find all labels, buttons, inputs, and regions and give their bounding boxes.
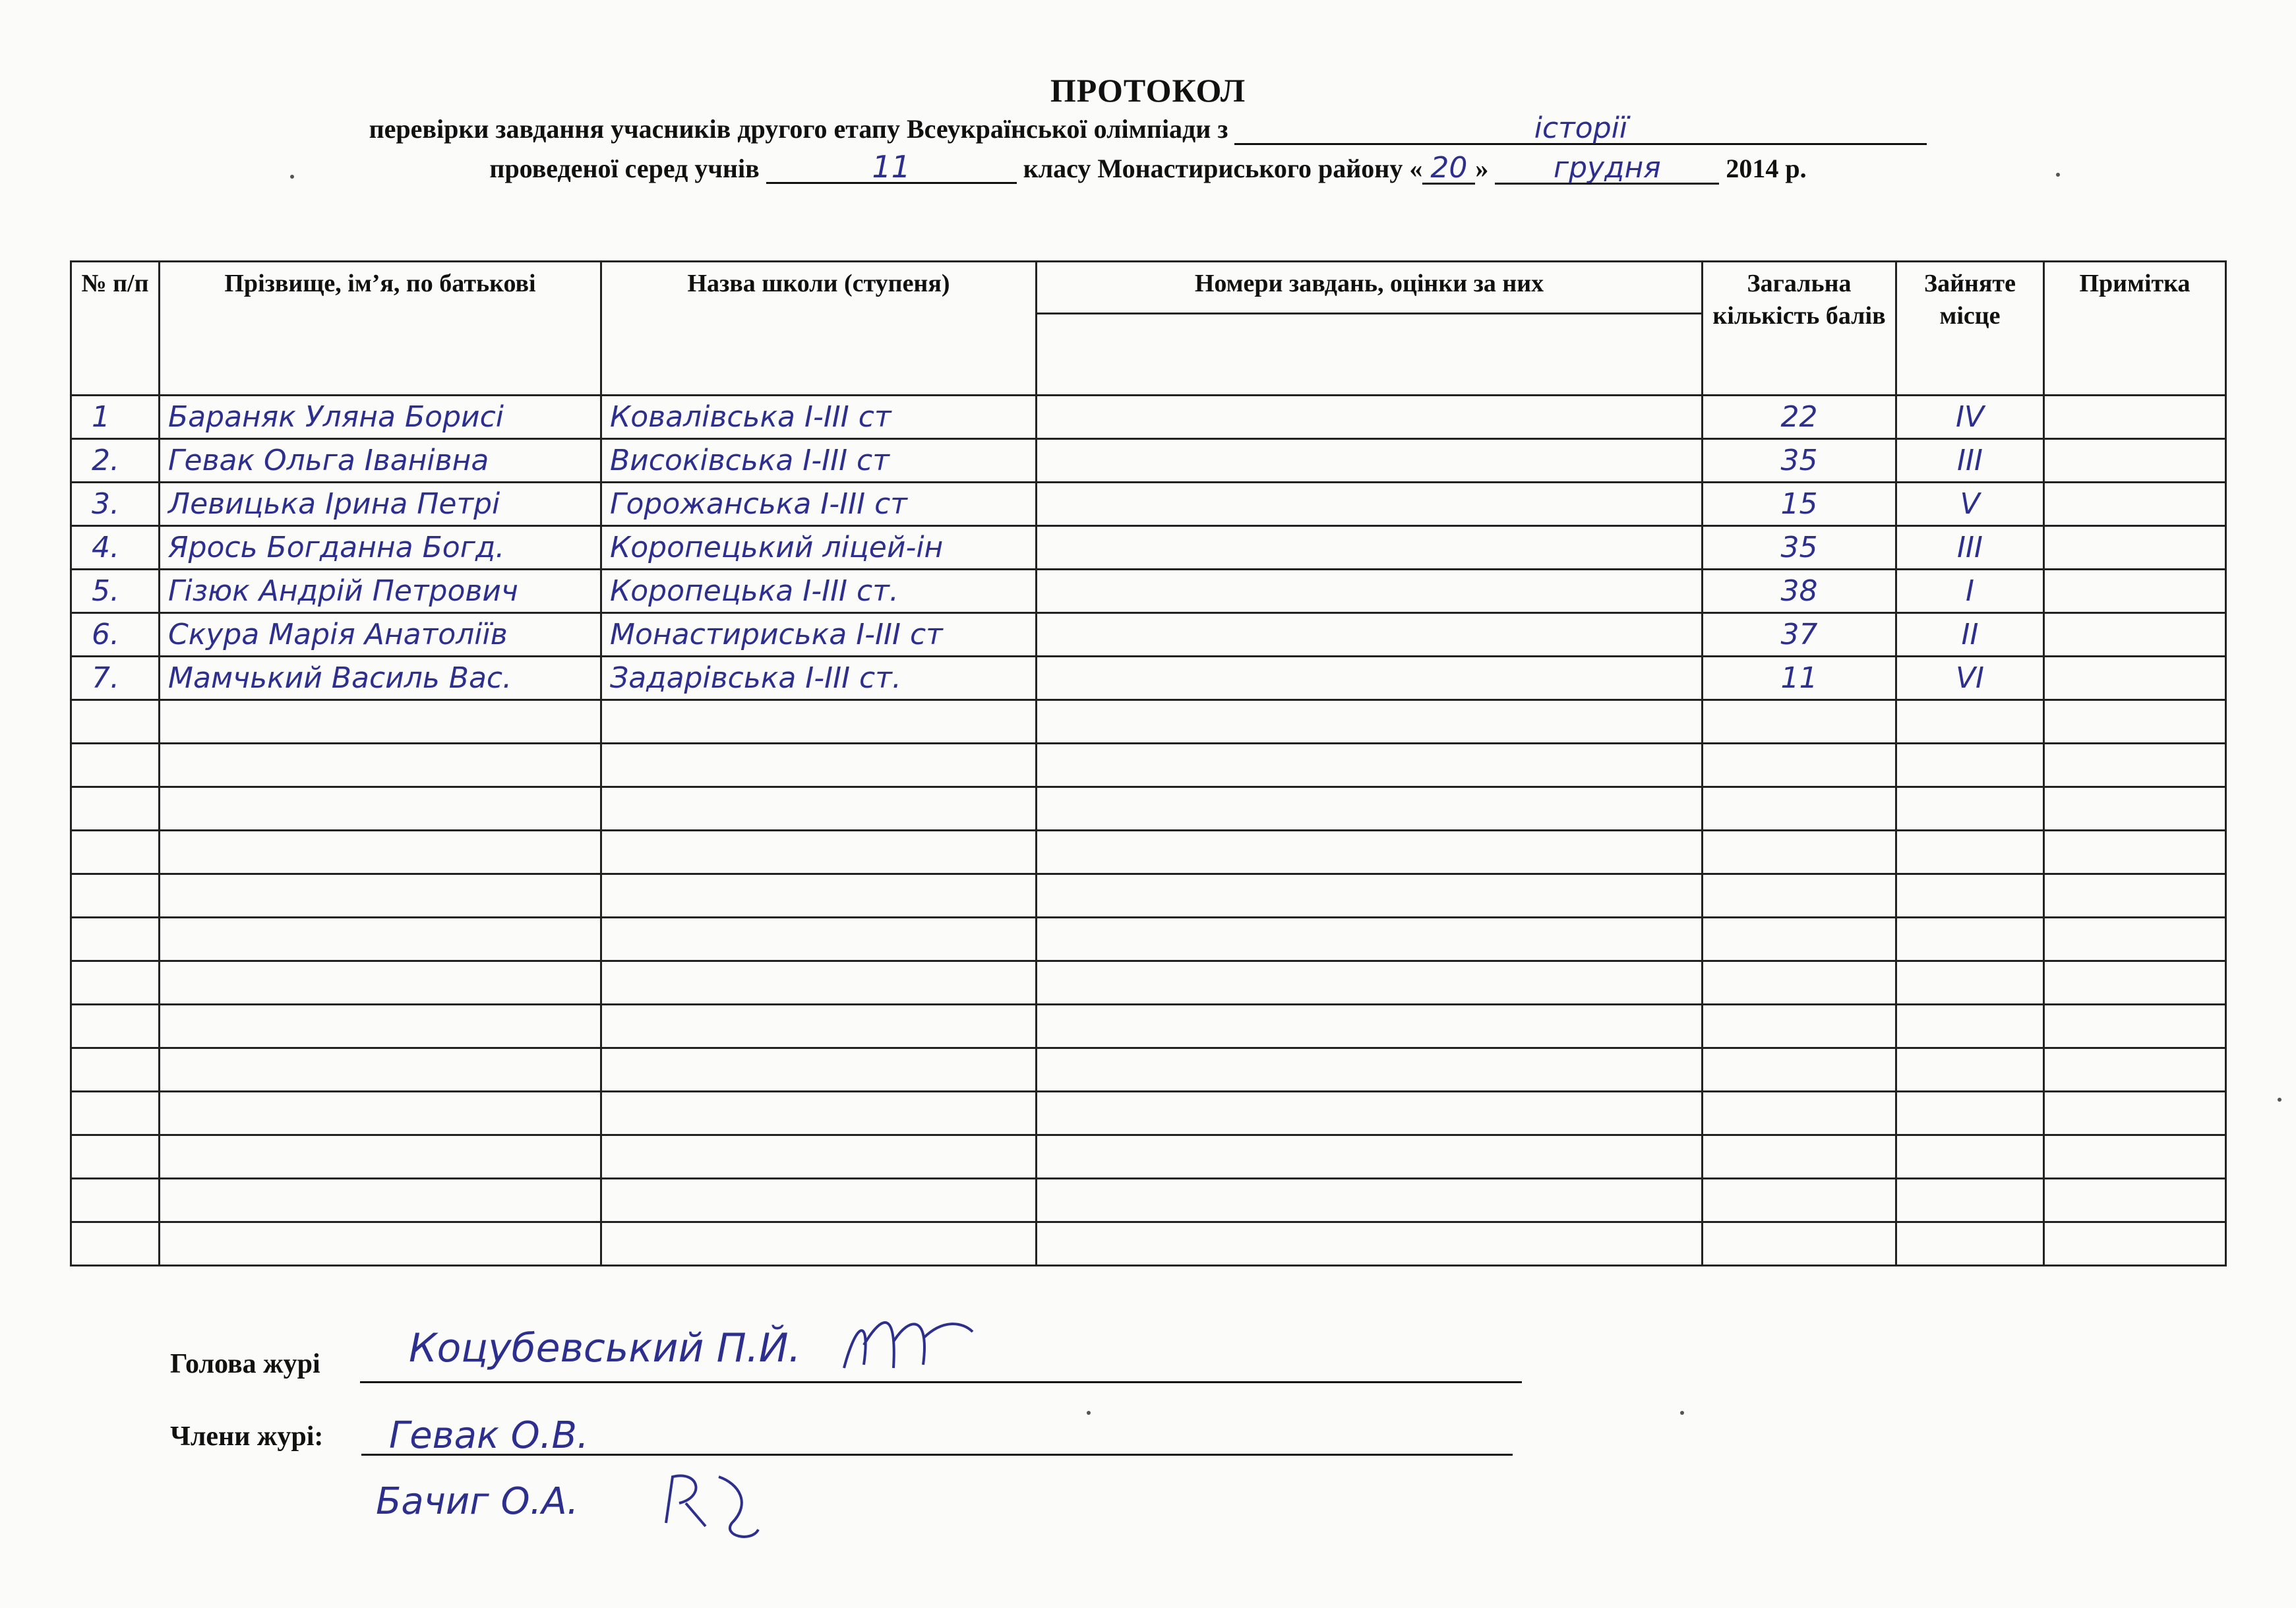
cell-place [1896, 1048, 2044, 1092]
cell-place [1896, 1092, 2044, 1135]
cell-num [71, 1092, 160, 1135]
cell-school: Коропецька І-ІІІ ст. [601, 570, 1037, 613]
table-row [71, 700, 2226, 744]
cell-num: 6. [71, 613, 160, 657]
cell-place: III [1896, 526, 2044, 570]
cell-total [1703, 787, 1896, 831]
cell-school [601, 1135, 1037, 1179]
cell-name [160, 1005, 601, 1048]
cell-place: III [1896, 439, 2044, 483]
table-row [71, 396, 2226, 439]
table-row [71, 1222, 2226, 1266]
table-row [71, 874, 2226, 918]
quote-close: » [1475, 154, 1489, 183]
cell-name [160, 787, 601, 831]
cell-num: 2. [71, 439, 160, 483]
cell-note [2044, 700, 2226, 744]
cell-name: Мамчький Василь Вас. [160, 657, 601, 700]
scan-speck [1087, 1411, 1091, 1415]
cell-note [2044, 439, 2226, 483]
cell-tasks [1037, 831, 1703, 874]
cell-tasks [1037, 1092, 1703, 1135]
cell-note [2044, 657, 2226, 700]
cell-school: Задарівська І-ІІІ ст. [601, 657, 1037, 700]
jury-member-1: Гевак О.В. [389, 1414, 589, 1457]
table-row [71, 744, 2226, 787]
cell-place [1896, 787, 2044, 831]
cell-note [2044, 613, 2226, 657]
document-title: ПРОТОКОЛ [1050, 72, 1246, 109]
table-row [71, 1005, 2226, 1048]
cell-total [1703, 961, 1896, 1005]
cell-num [71, 961, 160, 1005]
cell-note [2044, 483, 2226, 526]
cell-num: 3. [71, 483, 160, 526]
cell-num: 1 [71, 396, 160, 439]
cell-school [601, 1048, 1037, 1092]
cell-name: Левицька Ірина Петрі [160, 483, 601, 526]
cell-place [1896, 1135, 2044, 1179]
scan-speck [2278, 1098, 2281, 1102]
table-row [71, 831, 2226, 874]
cell-total [1703, 700, 1896, 744]
table-row [71, 570, 2226, 613]
grade-field: 11 [766, 152, 1017, 184]
cell-tasks [1037, 744, 1703, 787]
cell-tasks [1037, 1048, 1703, 1092]
jury-member-2: Бачиг О.А. [376, 1480, 579, 1523]
cell-total [1703, 874, 1896, 918]
cell-note [2044, 961, 2226, 1005]
table-row [71, 1179, 2226, 1222]
cell-place [1896, 918, 2044, 961]
results-table [70, 260, 2227, 1266]
cell-name [160, 1179, 601, 1222]
cell-num: 5. [71, 570, 160, 613]
cell-total [1703, 1179, 1896, 1222]
cell-name [160, 744, 601, 787]
cell-num [71, 874, 160, 918]
cell-tasks [1037, 526, 1703, 570]
scan-speck [1680, 1411, 1684, 1415]
cell-note [2044, 831, 2226, 874]
cell-total: 37 [1703, 613, 1896, 657]
col-header-tasks-sub [1037, 314, 1703, 396]
cell-school: Ковалівська І-ІІІ ст [601, 396, 1037, 439]
col-header-num: № п/п [71, 262, 160, 396]
table-row [71, 961, 2226, 1005]
cell-name: Гевак Ольга Іванівна [160, 439, 601, 483]
cell-name [160, 961, 601, 1005]
olympiad-description: перевірки завдання учасників другого етапу Всеукраїнської олімпіади з [369, 114, 1228, 144]
col-header-school: Назва школи (ступеня) [601, 262, 1037, 396]
cell-note [2044, 744, 2226, 787]
cell-num [71, 1048, 160, 1092]
cell-school [601, 874, 1037, 918]
cell-note [2044, 874, 2226, 918]
cell-note [2044, 1048, 2226, 1092]
cell-name [160, 1135, 601, 1179]
cell-name: Ярось Богданна Богд. [160, 526, 601, 570]
cell-total [1703, 744, 1896, 787]
cell-tasks [1037, 657, 1703, 700]
table-row [71, 526, 2226, 570]
cell-name [160, 831, 601, 874]
col-header-tasks: Номери завдань, оцінки за них [1037, 262, 1703, 314]
cell-tasks [1037, 396, 1703, 439]
cell-name [160, 700, 601, 744]
cell-num: 4. [71, 526, 160, 570]
cell-note [2044, 1092, 2226, 1135]
cell-tasks [1037, 918, 1703, 961]
table-row [71, 1092, 2226, 1135]
cell-num [71, 1005, 160, 1048]
cell-total [1703, 1048, 1896, 1092]
cell-num [71, 787, 160, 831]
table-row [71, 483, 2226, 526]
col-header-total: Загальна кількість балів [1703, 262, 1896, 396]
cell-place [1896, 831, 2044, 874]
cell-total [1703, 1135, 1896, 1179]
cell-tasks [1037, 570, 1703, 613]
cell-total [1703, 1222, 1896, 1266]
table-row [71, 657, 2226, 700]
cell-note [2044, 1222, 2226, 1266]
cell-place [1896, 874, 2044, 918]
cell-place [1896, 1005, 2044, 1048]
cell-place [1896, 1222, 2044, 1266]
cell-tasks [1037, 874, 1703, 918]
cell-place: IV [1896, 396, 2044, 439]
table-row [71, 918, 2226, 961]
cell-total: 22 [1703, 396, 1896, 439]
cell-place [1896, 700, 2044, 744]
cell-tasks [1037, 613, 1703, 657]
cell-note [2044, 918, 2226, 961]
cell-school [601, 787, 1037, 831]
cell-name: Гізюк Андрій Петрович [160, 570, 601, 613]
cell-name [160, 874, 601, 918]
cell-total: 35 [1703, 439, 1896, 483]
cell-place: VI [1896, 657, 2044, 700]
cell-place [1896, 744, 2044, 787]
cell-tasks [1037, 700, 1703, 744]
table-row [71, 439, 2226, 483]
cell-place [1896, 961, 2044, 1005]
cell-total [1703, 918, 1896, 961]
year-text: 2014 р. [1726, 154, 1807, 183]
cell-total [1703, 831, 1896, 874]
cell-total: 38 [1703, 570, 1896, 613]
jury-members-label: Члени журі: [170, 1421, 324, 1452]
cell-name: Бараняк Уляна Борисі [160, 396, 601, 439]
cell-total [1703, 1005, 1896, 1048]
cell-name [160, 1048, 601, 1092]
cell-tasks [1037, 1222, 1703, 1266]
cell-tasks [1037, 1179, 1703, 1222]
cell-tasks [1037, 1135, 1703, 1179]
cell-num [71, 1222, 160, 1266]
cell-tasks [1037, 961, 1703, 1005]
cell-name: Скура Марія Анатоліїв [160, 613, 601, 657]
col-header-place: Зайняте місце [1896, 262, 2044, 396]
cell-school [601, 744, 1037, 787]
subject-field: історії [1234, 114, 1927, 145]
cell-num [71, 1135, 160, 1179]
cell-school: Монастириська І-ІІІ ст [601, 613, 1037, 657]
cell-tasks [1037, 439, 1703, 483]
table-row [71, 1135, 2226, 1179]
cell-school: Горожанська І-ІІІ ст [601, 483, 1037, 526]
table-row [71, 1048, 2226, 1092]
cell-note [2044, 1005, 2226, 1048]
cell-school [601, 1092, 1037, 1135]
line2-prefix: проведеної серед учнів [489, 154, 760, 183]
cell-total: 11 [1703, 657, 1896, 700]
cell-name [160, 1092, 601, 1135]
jury-member-2-scribble [659, 1464, 778, 1549]
jury-head-signature-name: Коцубевський П.Й. [409, 1325, 801, 1371]
cell-school [601, 1222, 1037, 1266]
cell-place [1896, 1179, 2044, 1222]
cell-note [2044, 570, 2226, 613]
cell-note [2044, 1179, 2226, 1222]
jury-head-label: Голова журі [170, 1349, 320, 1379]
cell-school [601, 700, 1037, 744]
cell-tasks [1037, 483, 1703, 526]
cell-school: Коропецький ліцей-ін [601, 526, 1037, 570]
cell-num [71, 1179, 160, 1222]
scan-speck [290, 175, 294, 179]
cell-tasks [1037, 1005, 1703, 1048]
cell-total [1703, 1092, 1896, 1135]
cell-tasks [1037, 787, 1703, 831]
cell-num: 7. [71, 657, 160, 700]
cell-num [71, 831, 160, 874]
header-line-2 [0, 149, 2296, 185]
cell-school [601, 918, 1037, 961]
cell-name [160, 1222, 601, 1266]
table-row [71, 787, 2226, 831]
cell-note [2044, 1135, 2226, 1179]
cell-school [601, 961, 1037, 1005]
cell-note [2044, 526, 2226, 570]
cell-school [601, 1005, 1037, 1048]
cell-total: 15 [1703, 483, 1896, 526]
col-header-name: Прізвище, ім’я, по батькові [160, 262, 601, 396]
header-line-1 [0, 113, 2296, 145]
cell-note [2044, 396, 2226, 439]
cell-place: V [1896, 483, 2044, 526]
month-field: грудня [1495, 154, 1719, 185]
cell-school [601, 831, 1037, 874]
cell-place: II [1896, 613, 2044, 657]
cell-school: Високівська І-ІІІ ст [601, 439, 1037, 483]
table-row [71, 613, 2226, 657]
cell-school [601, 1179, 1037, 1222]
scan-speck [2056, 173, 2060, 177]
col-header-note: Примітка [2044, 262, 2226, 396]
cell-note [2044, 787, 2226, 831]
cell-name [160, 918, 601, 961]
cell-num [71, 700, 160, 744]
jury-head-signature-scribble [837, 1305, 982, 1385]
cell-place: I [1896, 570, 2044, 613]
day-field: 20 [1422, 154, 1475, 185]
cell-total: 35 [1703, 526, 1896, 570]
cell-num [71, 744, 160, 787]
line2-middle: класу Монастириського району « [1023, 154, 1423, 183]
cell-num [71, 918, 160, 961]
